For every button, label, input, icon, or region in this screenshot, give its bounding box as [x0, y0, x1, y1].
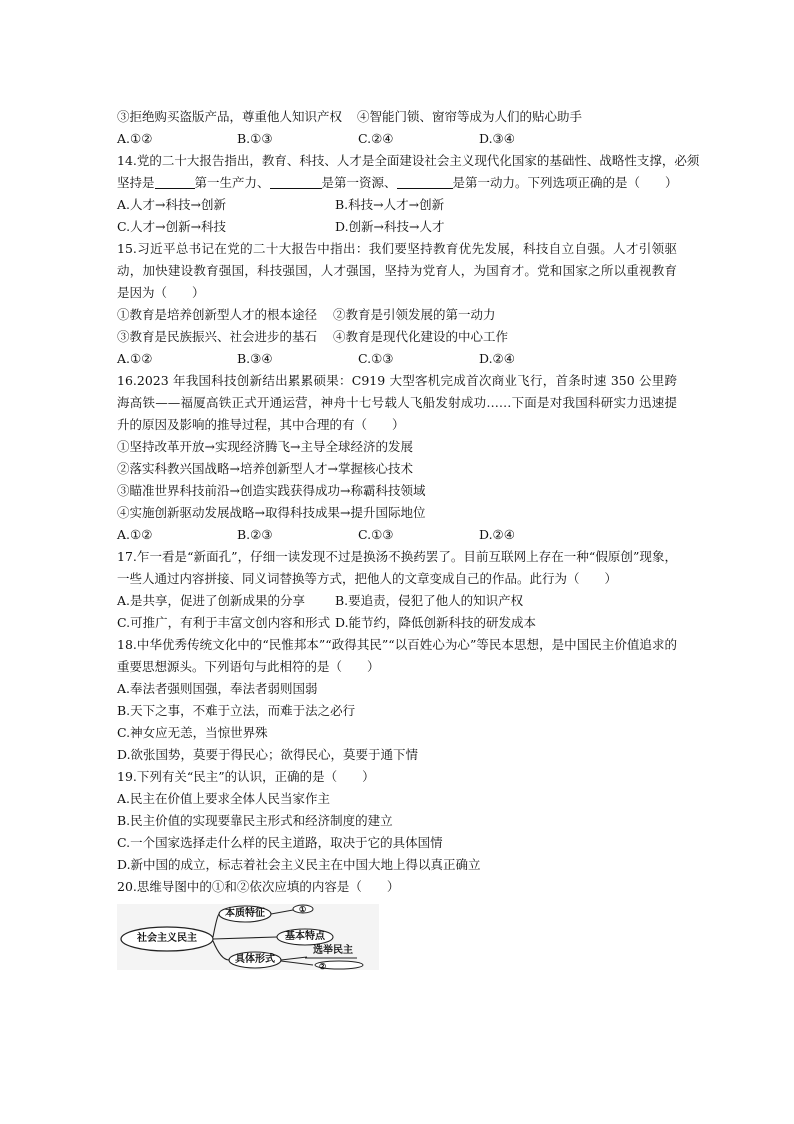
mind-map-branch-essence: 本质特征 [225, 908, 265, 919]
q14-stem-b4: 是第一动力。下列选项正确的是（ ） [452, 175, 678, 190]
q18-choice-d[interactable]: D.欲张国势，莫要于得民心；欲得民心，莫要于通下情 [117, 747, 419, 762]
q13-choice-b[interactable]: B.①③ [237, 131, 273, 146]
q14-blank-3 [397, 174, 453, 189]
q14-blank-2 [270, 174, 322, 189]
q14-stem-line1 [117, 150, 700, 172]
q13-choice-c[interactable]: C.②④ [358, 131, 394, 146]
q13-option-3: ③拒绝购买盗版产品，尊重他人知识产权 [117, 109, 343, 124]
q15-choice-d[interactable]: D.②④ [479, 351, 515, 366]
q15-statement-4: ④教育是现代化建设的中心工作 [333, 329, 509, 344]
mind-map-center: 社会主义民主 [137, 933, 197, 944]
q19-choice-c[interactable]: C.一个国家选择走什么样的民主道路，取决于它的具体国情 [117, 835, 443, 850]
q14-stem-a: 14.党的二十大报告指出，教育、科技、人才是全面建设社会主义现代化国家的基础性、战略性支撑，必须 [117, 153, 700, 168]
q13-option-4: ④智能门锁、窗帘等成为人们的贴心助手 [357, 109, 583, 124]
q15-choice-a[interactable]: A.①② [117, 351, 153, 366]
q15-statement-3: ③教育是民族振兴、社会进步的基石 [117, 329, 318, 344]
q15-choices [117, 348, 677, 370]
q15-choice-c[interactable]: C.①③ [358, 351, 394, 366]
q17-choices-row2 [117, 612, 677, 634]
q14-choices-row1 [117, 194, 677, 216]
q14-choice-b[interactable]: B.科技→人才→创新 [335, 197, 445, 212]
q17-stem: 17.乍一看是“新面孔”，仔细一读发现不过是换汤不换药罢了。目前互联网上存在一种“假原创”现象，一些人通过内容拼接、同义词替换等方式，把他人的文章变成自己的作品。此行为（ ） [117, 549, 677, 586]
q14-choice-d[interactable]: D.创新→科技→人才 [335, 219, 445, 234]
q14-choices-row2 [117, 216, 677, 238]
mind-map-leaf-election: 选举民主 [313, 945, 353, 956]
q14-stem-b2: 第一生产力、 [194, 175, 270, 190]
mind-map-branch-forms: 具体形式 [235, 954, 275, 965]
q16-statement-3: ③瞄准世界科技前沿→创造实践获得成功→称霸科技领域 [117, 483, 426, 498]
q15-statement-1: ①教育是培养创新型人才的根本途径 [117, 307, 318, 322]
q16-statement-2: ②落实科教兴国战略→培养创新型人才→掌握核心技术 [117, 461, 413, 476]
q19-choice-a[interactable]: A.民主在价值上要求全体人民当家作主 [117, 791, 331, 806]
q18-choice-b[interactable]: B.天下之事，不难于立法，而难于法之必行 [117, 703, 356, 718]
q14-blank-1 [155, 174, 195, 189]
q16-choice-b[interactable]: B.②③ [237, 527, 273, 542]
q15-statements-row1 [117, 304, 677, 326]
q19-choice-d[interactable]: D.新中国的成立，标志着社会主义民主在中国大地上得以真正确立 [117, 857, 481, 872]
q16-statement-1: ①坚持改革开放→实现经济腾飞→主导全球经济的发展 [117, 439, 413, 454]
q15-choice-b[interactable]: B.③④ [237, 351, 273, 366]
q14-stem-b1: 坚持是 [117, 175, 155, 190]
q13-choice-d[interactable]: D.③④ [479, 131, 515, 146]
q17-choice-c[interactable]: C.可推广，有利于丰富文创内容和形式 [117, 615, 331, 630]
q17-choices-row1 [117, 590, 677, 612]
q19-stem: 19.下列有关“民主”的认识，正确的是（ ） [117, 769, 375, 784]
q19-choice-b[interactable]: B.民主价值的实现要靠民主形式和经济制度的建立 [117, 813, 393, 828]
q13-choice-a[interactable]: A.①② [117, 131, 153, 146]
q18-choice-a[interactable]: A.奉法者强则国强，奉法者弱则国弱 [117, 681, 318, 696]
mind-map-leaf-2: ② [319, 961, 327, 971]
exam-page [117, 106, 700, 971]
q17-choice-a[interactable]: A.是共享，促进了创新成果的分享 [117, 593, 306, 608]
mind-map-leaf-1: ① [299, 904, 307, 914]
q15-stem: 15.习近平总书记在党的二十大报告中指出：我们要坚持教育优先发展，科技自立自强。人才引领驱动，加快建设教育强国，科技强国，人才强国，坚持为党育人，为国育才。党和国家之所以重视教育是因为（ ） [117, 241, 677, 300]
q17-choice-b[interactable]: B.要追责，侵犯了他人的知识产权 [335, 593, 524, 608]
q17-choice-d[interactable]: D.能节约，降低创新科技的研发成本 [335, 615, 537, 630]
q16-choices [117, 524, 677, 546]
q14-stem-b3: 是第一资源、 [321, 175, 397, 190]
q14-choice-a[interactable]: A.人才→科技→创新 [117, 197, 226, 212]
q13-choices [117, 128, 677, 150]
q13-options-row [117, 106, 677, 128]
q15-statement-2: ②教育是引领发展的第一动力 [333, 307, 496, 322]
q18-stem: 18.中华优秀传统文化中的“民惟邦本”“政得其民”“以百姓心为心”等民本思想，是中国民主价值追求的重要思想源头。下列语句与此相符的是（ ） [117, 637, 677, 674]
q16-choice-d[interactable]: D.②④ [479, 527, 515, 542]
q16-statement-4: ④实施创新驱动发展战略→取得科技成果→提升国际地位 [117, 505, 426, 520]
q15-statements-row2 [117, 326, 677, 348]
mind-map-branch-features: 基本特点 [285, 931, 325, 942]
q14-stem-line2 [117, 172, 677, 194]
q20-stem: 20.思维导图中的①和②依次应填的内容是（ ） [117, 879, 400, 894]
q14-choice-c[interactable]: C.人才→创新→科技 [117, 219, 227, 234]
q20-mind-map [117, 904, 379, 970]
q16-choice-c[interactable]: C.①③ [358, 527, 394, 542]
q16-choice-a[interactable]: A.①② [117, 527, 153, 542]
q16-stem: 16.2023 年我国科技创新结出累累硕果：C919 大型客机完成首次商业飞行，首条时速 350 公里跨海高铁——福厦高铁正式开通运营，神舟十七号载人飞船发射成功……下面是对我国科研实力迅速提升的原因及影响的推导过程，其中合理的有（ ） [117, 373, 677, 432]
q18-choice-c[interactable]: C.神女应无恙，当惊世界殊 [117, 725, 268, 740]
